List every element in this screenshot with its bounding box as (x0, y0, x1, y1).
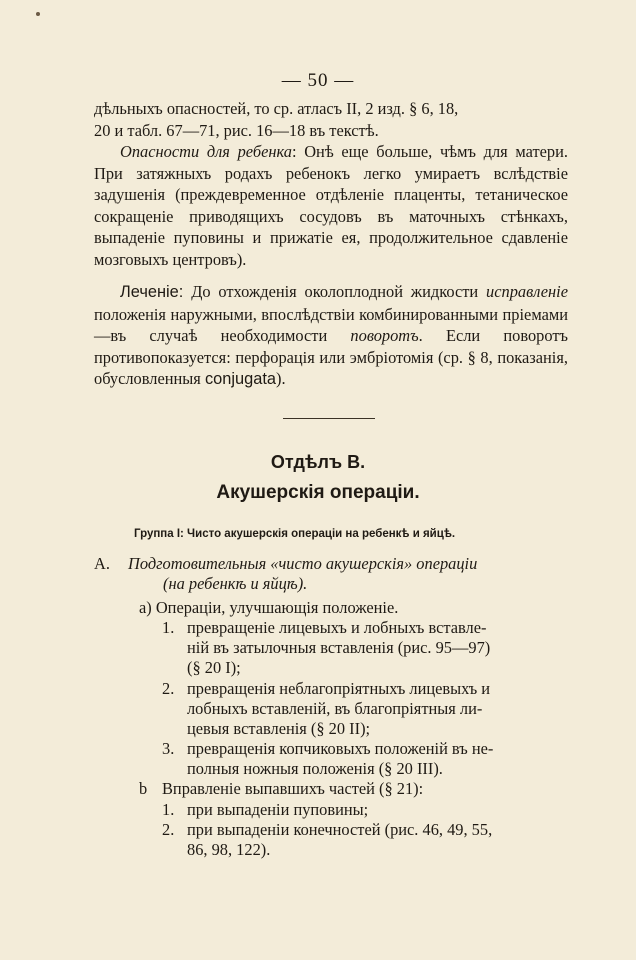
item-line: (§ 20 I); (187, 658, 241, 677)
paragraph-text: До отхожденія околоплодной жидкости (183, 282, 487, 301)
subsection-a: a) Операціи, улучшающія положеніе. (139, 598, 399, 617)
item-number: 2. (162, 679, 175, 698)
group-heading: Группа I: Чисто акушерскія операціи на ребенкѣ и яйцѣ. (134, 528, 456, 540)
outline-heading-a-cont: (на ребенкѣ и яйцѣ). (163, 574, 308, 593)
section-title: Отдѣлъ В. (270, 452, 366, 472)
page-number: — 50 — (281, 70, 355, 91)
item-line: цевыя вставленія (§ 20 II); (187, 719, 371, 738)
paragraph-text: . Если поворотъ противопоказуется: перфорація или эмбріотомія (ср. § 8, показанія, обусловленныя (94, 326, 568, 388)
subsection-b: Вправленіе выпавшихъ частей (§ 21): (162, 779, 424, 798)
text-line: 20 и табл. 67—71, рис. 16—18 въ текстѣ. (94, 120, 379, 140)
print-speck (36, 12, 40, 16)
section-subtitle: Акушерскія операціи. (216, 482, 420, 503)
item-line: при выпаденіи конечностей (рис. 46, 49, 55, (187, 820, 493, 839)
paragraph-body: : Онѣ еще больше, чѣмъ для матери. При затяжныхъ родахъ ребенокъ легко умираетъ вслѣдствіе задушенія (преждевременное отдѣленіе плаценты, тетаническое сокращеніе приводящихъ сосудовъ въ маточныхъ стѣнкахъ, выпаденіе пуповины и прижатіе ея, продолжительное сдавленіе мозговыхъ центровъ). (94, 142, 568, 269)
section-divider (283, 418, 375, 419)
continuation-paragraph (94, 98, 568, 141)
item-number: 2. (162, 820, 175, 839)
item-line: полныя ножныя положенія (§ 20 III). (187, 759, 443, 778)
emphasis: поворотъ (350, 326, 419, 345)
paragraph-text: положенія наружными, впослѣдствіи комбинированными пріемами—въ случаѣ необходимости (94, 304, 568, 345)
item-line: превращеніе лицевыхъ и лобныхъ вставле- (187, 618, 487, 637)
item-line: превращенія неблагопріятныхъ лицевыхъ и (187, 679, 491, 698)
paragraph-lead: Леченіе: (120, 283, 184, 301)
emphasis: исправленіе (486, 282, 568, 301)
subsection-b-label: b (139, 779, 148, 798)
item-line: при выпаденіи пуповины; (187, 800, 369, 819)
item-number: 3. (162, 739, 175, 758)
latin-term: conjugata (204, 370, 277, 388)
item-line: лобныхъ вставленій, въ благопріятныя ли- (187, 699, 483, 718)
text-line: дѣльныхъ опасностей, то ср. атласъ II, 2 изд. § 6, 18, (94, 99, 459, 118)
item-number: 1. (162, 618, 175, 637)
paragraph-text: ). (276, 369, 286, 388)
item-line: ній въ затылочныя вставленія (рис. 95—97) (187, 638, 491, 657)
paragraph-treatment (94, 281, 568, 391)
item-line: 86, 98, 122). (187, 840, 271, 859)
outline-heading-a: Подготовительныя «чисто акушерскія» операціи (128, 554, 478, 573)
outline-label-a: A. (94, 554, 110, 573)
paragraph-lead: Опасности для ребенка (120, 142, 292, 161)
item-line: превращенія копчиковыхъ положеній въ не- (187, 739, 494, 758)
item-number: 1. (162, 800, 175, 819)
paragraph-child-dangers (94, 141, 568, 270)
